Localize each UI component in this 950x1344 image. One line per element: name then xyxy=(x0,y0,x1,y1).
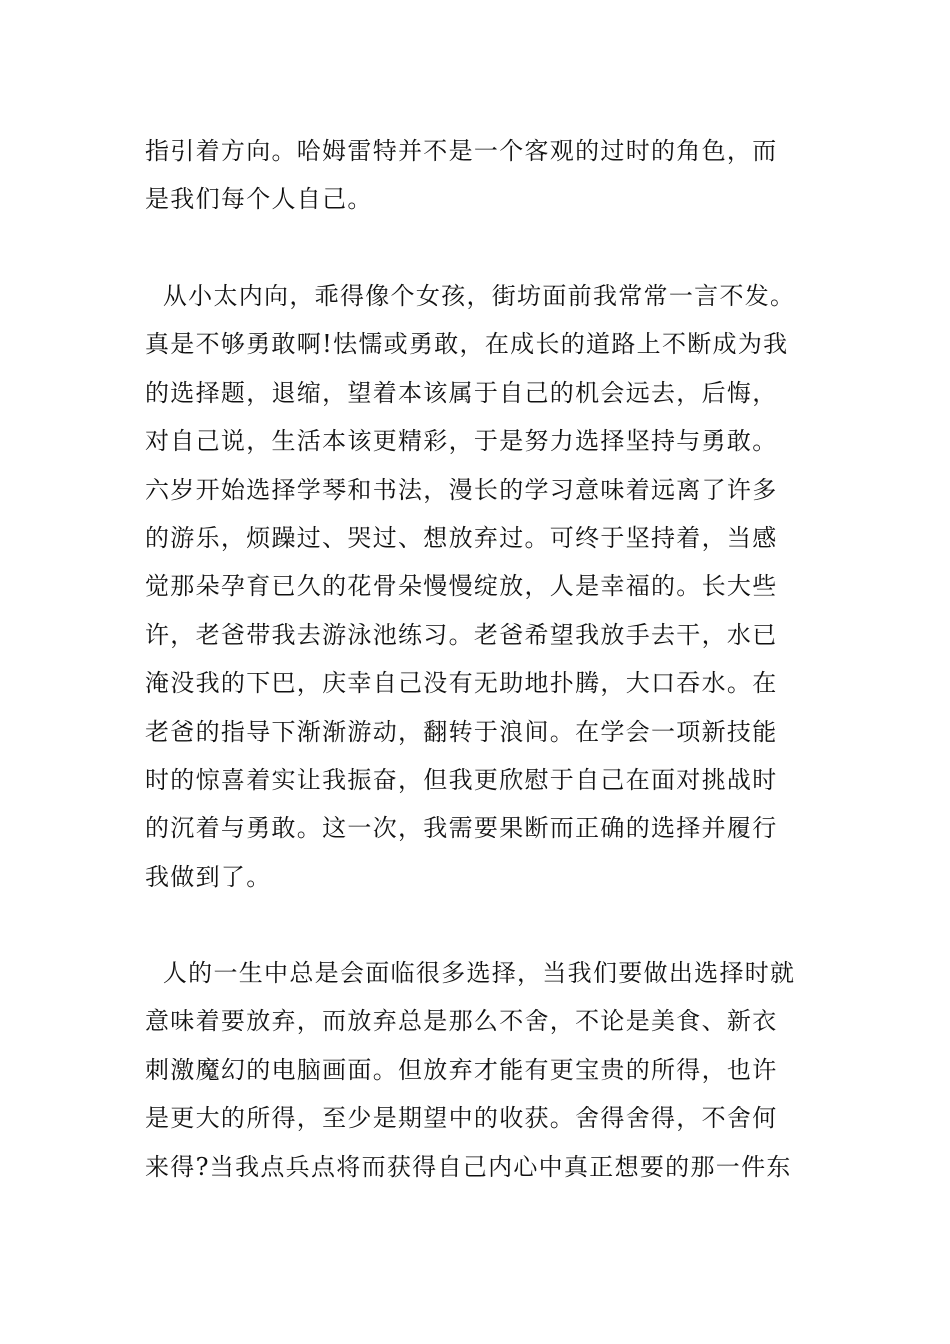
text-line: 指引着方向。哈姆雷特并不是一个客观的过时的角色，而 xyxy=(145,137,778,165)
text-line: 觉那朵孕育已久的花骨朵慢慢绽放，人是幸福的。长大些 xyxy=(145,572,778,601)
text-line: 意味着要放弃，而放弃总是那么不舍，不论是美食、新衣 xyxy=(145,1007,778,1036)
text-line: 我做到了。 xyxy=(145,862,272,891)
text-line: 人的一生中总是会面临很多选择，当我们要做出选择时就 xyxy=(145,959,796,987)
text-line: 是我们每个人自己。 xyxy=(145,185,373,214)
text-line: 老爸的指导下渐渐游动，翻转于浪间。在学会一项新技能 xyxy=(145,717,778,746)
text-line: 六岁开始选择学琴和书法，漫长的学习意味着远离了许多 xyxy=(145,475,778,504)
text-line: 的游乐，烦躁过、哭过、想放弃过。可终于坚持着，当感 xyxy=(145,523,778,552)
text-line: 的沉着与勇敢。这一次，我需要果断而正确的选择并履行 xyxy=(145,814,778,843)
text-line: 真是不够勇敢啊!怯懦或勇敢，在成长的道路上不断成为我 xyxy=(145,330,789,359)
text-line: 许，老爸带我去游泳池练习。老爸希望我放手去干，水已 xyxy=(145,620,778,649)
text-line: 时的惊喜着实让我振奋，但我更欣慰于自己在面对挑战时 xyxy=(145,765,778,794)
paragraph-choices xyxy=(145,949,815,1191)
text-line: 对自己说，生活本该更精彩，于是努力选择坚持与勇敢。 xyxy=(145,427,778,456)
text-line: 来得?当我点兵点将而获得自己内心中真正想要的那一件东 xyxy=(145,1152,792,1181)
text-line: 刺激魔幻的电脑画面。但放弃才能有更宝贵的所得，也许 xyxy=(145,1055,778,1084)
paragraph-hamlet xyxy=(145,127,815,224)
paragraph-courage xyxy=(145,272,815,901)
text-line: 是更大的所得，至少是期望中的收获。舍得舍得，不舍何 xyxy=(145,1104,778,1133)
text-line: 淹没我的下巴，庆幸自己没有无助地扑腾，大口吞水。在 xyxy=(145,669,778,698)
text-line: 的选择题，退缩，望着本该属于自己的机会远去，后悔， xyxy=(145,378,778,407)
text-line: 从小太内向，乖得像个女孩，街坊面前我常常一言不发。 xyxy=(145,282,796,310)
